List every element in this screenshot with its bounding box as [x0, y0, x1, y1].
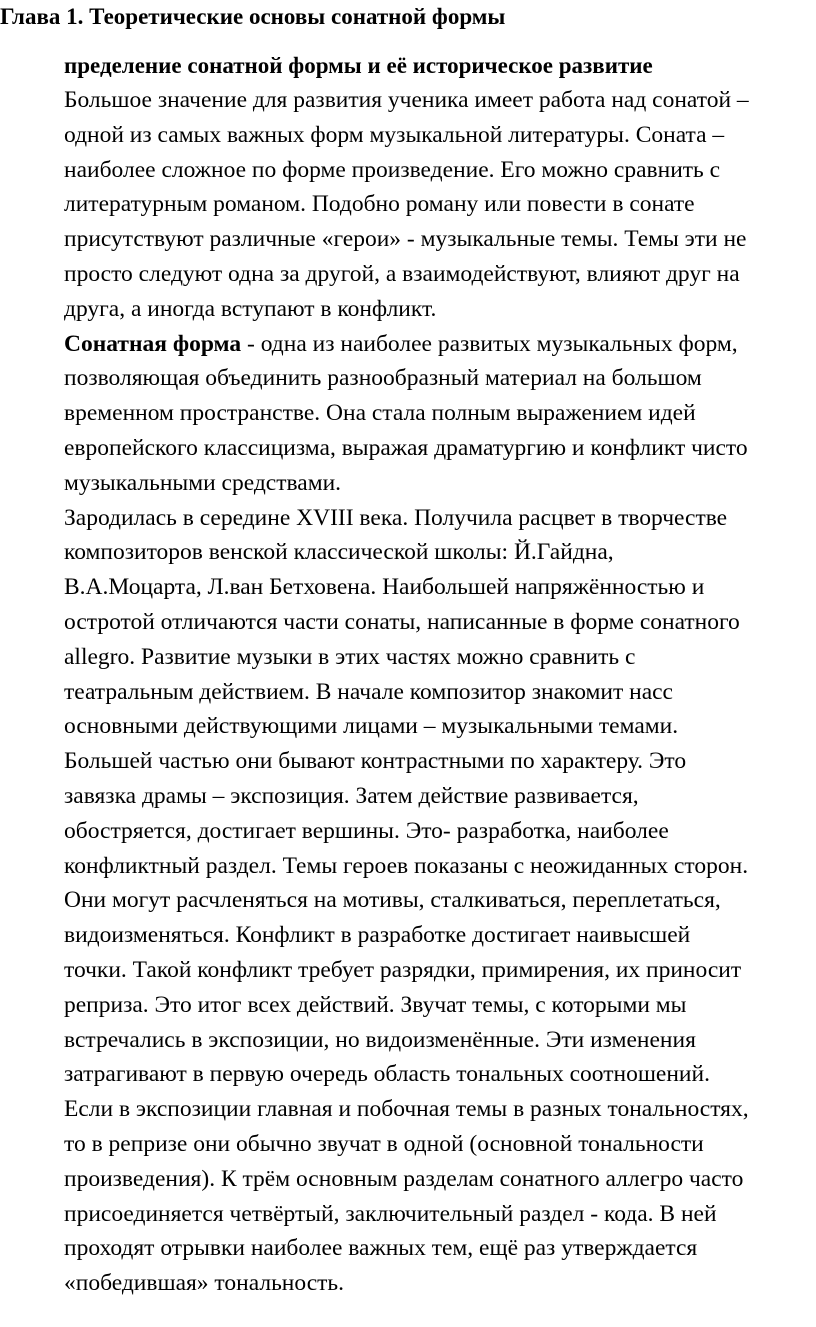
- text-line: конфликтный раздел. Темы героев показаны с неожиданных сторон.: [64, 852, 749, 879]
- text-line: встречались в экспозиции, но видоизменённые. Эти изменения: [64, 1026, 696, 1053]
- text-line: Большое значение для развития ученика имеет работа над сонатой –: [64, 87, 749, 113]
- text-line: проходят отрывки наиболее важных тем, ещё раз утверждается: [64, 1235, 698, 1262]
- text-line: основными действующими лицами – музыкальными темами.: [64, 713, 679, 740]
- text-line: временном пространстве. Она стала полным выражением идей: [64, 400, 696, 427]
- text-line: произведения). К трём основным разделам сонатного аллегро часто: [64, 1165, 744, 1192]
- text-line: остротой отличаются части сонаты, написанные в форме сонатного: [64, 608, 740, 635]
- text-line: Большей частью они бывают контрастными по характеру. Это: [64, 748, 687, 775]
- text-line: композиторов венской классической школы: Й.Гайдна,: [64, 539, 614, 566]
- text-line: одной из самых важных форм музыкальной литературы. Соната –: [64, 121, 725, 148]
- text-line: музыкальными средствами.: [64, 469, 342, 496]
- text-line: Они могут расчленяться на мотивы, сталкиваться, переплетаться,: [64, 887, 721, 914]
- text-line: В.А.Моцарта, Л.ван Бетховена. Наибольшей напряжённостью и: [64, 574, 705, 601]
- bold-term: Сонатная форма: [64, 330, 242, 357]
- text-line: литературным романом. Подобно роману или повести в сонате: [64, 191, 695, 218]
- text-line: завязка драмы – экспозиция. Затем действие развивается,: [64, 782, 639, 809]
- text-line: [64, 327, 816, 362]
- text-line: театральным действием. В начале композитор знакомит насс: [64, 678, 673, 705]
- line-rest: - одна из наиболее развитых музыкальных форм,: [241, 330, 738, 357]
- text-line: то в репризе они обычно звучат в одной (основной тональности: [64, 1130, 704, 1157]
- text-line: друга, а иногда вступают в конфликт.: [64, 295, 437, 322]
- text-line: allegro. Развитие музыки в этих частях можно сравнить с: [64, 643, 636, 670]
- text-line: видоизменяться. Конфликт в разработке достигает наивысшей: [64, 922, 691, 949]
- text-line: обостряется, достигает вершины. Это- разработка, наиболее: [64, 817, 669, 844]
- text-line: затрагивают в первую очередь область тональных соотношений.: [64, 1061, 710, 1088]
- body-text: [64, 83, 816, 1301]
- text-line: наиболее сложное по форме произведение. Его можно сравнить с: [64, 156, 721, 183]
- section-title: пределение сонатной формы и её историческое развитие: [64, 53, 653, 78]
- text-line: точки. Такой конфликт требует разрядки, примирения, их приносит: [64, 956, 742, 983]
- text-line: Если в экспозиции главная и побочная темы в разных тональностях,: [64, 1096, 749, 1123]
- text-line: позволяющая объединить разнообразный материал на большом: [64, 365, 702, 392]
- text-line: реприза. Это итог всех действий. Звучат темы, с которыми мы: [64, 991, 687, 1018]
- text-line: просто следуют одна за другой, а взаимодействуют, влияют друг на: [64, 260, 740, 287]
- text-line: европейского классицизма, выражая драматургию и конфликт чисто: [64, 434, 748, 461]
- text-line: присутствуют различные «герои» - музыкальные темы. Темы эти не: [64, 226, 747, 253]
- text-line: Зародилась в середине XVIII века. Получила расцвет в творчестве: [64, 504, 728, 531]
- text-line: присоединяется четвёртый, заключительный раздел - кода. В ней: [64, 1200, 717, 1227]
- text-line: «победившая» тональность.: [64, 1270, 345, 1297]
- chapter-title: Глава 1. Теоретические основы сонатной формы: [0, 4, 506, 29]
